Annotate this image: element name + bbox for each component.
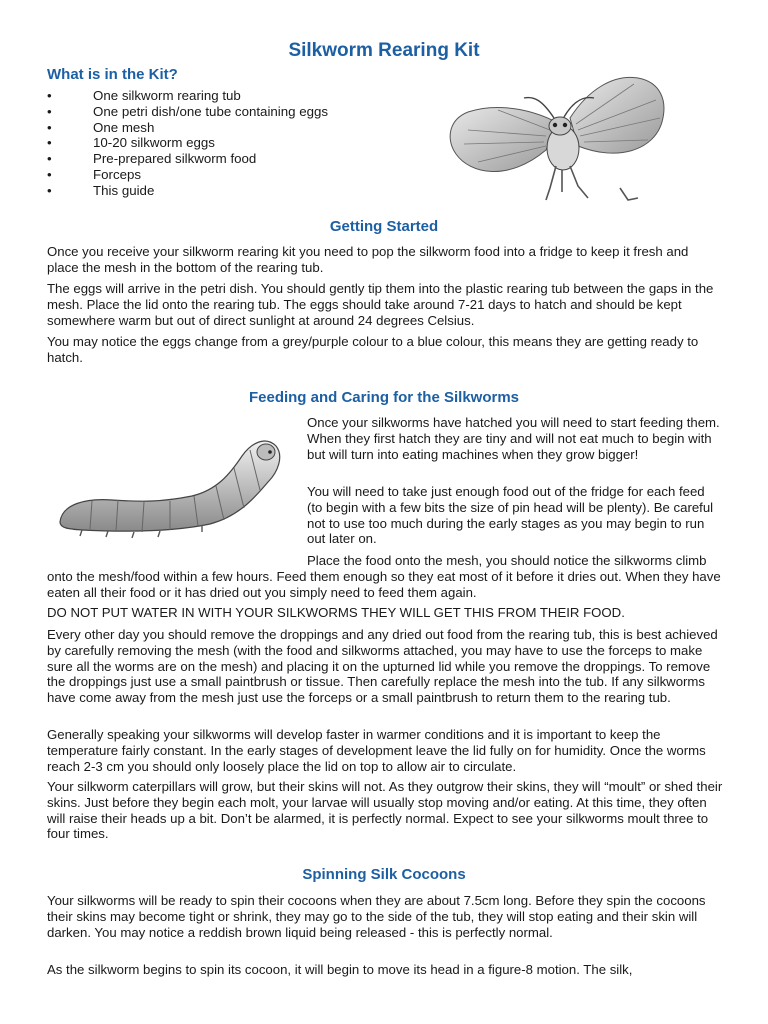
kit-item-label: Pre-prepared silkworm food bbox=[93, 151, 257, 167]
list-item bbox=[47, 135, 328, 151]
feeding-paragraph-7: Your silkworm caterpillars will grow, but their skins will not. As they outgrow their skins, they will “moult” or shed their skins. Just before they begin each molt, your larvae will usually stop moving and/or eating. At this time, they often will raise their heads up a bit. Don’t be alarmed, it is perfectly normal. Expect to see your silkworms moult three to four times. bbox=[47, 779, 723, 842]
silk-moth-icon bbox=[438, 70, 678, 210]
spinning-paragraph-2: As the silkworm begins to spin its cocoon, it will begin to move its head in a figure-8 motion. The silk, bbox=[47, 962, 633, 977]
bullet: • bbox=[47, 88, 52, 103]
getting-started-heading: Getting Started bbox=[329, 218, 439, 235]
list-item bbox=[47, 183, 328, 199]
getting-started-paragraph-1: Once you receive your silkworm rearing kit you need to pop the silkworm food into a fridge to keep it fresh and place the mesh in the bottom of the rearing tub. bbox=[47, 244, 689, 275]
kit-item-label: One silkworm rearing tub bbox=[93, 88, 241, 103]
bullet: • bbox=[47, 135, 52, 151]
bullet: • bbox=[47, 103, 52, 119]
getting-started-paragraph-2: The eggs will arrive in the petri dish. You should gently tip them into the plastic rearing tub between the gaps in the mesh. Place the lid onto the rearing tub. The eggs should take around 7-21 days to hatch and should be kept somewhere warm but out of direct sunlight at around 24 degrees Celsius. bbox=[47, 281, 714, 328]
getting-started-paragraph-3: You may notice the eggs change from a grey/purple colour to a blue colour, this means they are getting ready to hatch. bbox=[47, 334, 699, 365]
kit-item-label: One mesh bbox=[93, 119, 155, 135]
list-item bbox=[47, 104, 328, 120]
bullet: • bbox=[47, 182, 52, 198]
bullet: • bbox=[47, 166, 52, 182]
spinning-heading: Spinning Silk Cocoons bbox=[302, 866, 466, 883]
bullet: • bbox=[47, 119, 52, 135]
feeding-paragraph-1: Once your silkworms have hatched you will need to start feeding them. When they first hatch they are tiny and will not eat much to begin with but will turn into eating machines when they grow bigger! bbox=[307, 415, 720, 462]
spinning-paragraph-1: Your silkworms will be ready to spin their cocoons when they are about 7.5cm long. Before they spin the cocoons their skins may become tight or shrink, they may go to the side of the tub, they will stop eating and their skin will darken. You may notice a reddish brown liquid being released - this is perfectly normal. bbox=[47, 893, 706, 940]
feeding-paragraph-2: You will need to take just enough food out of the fridge for each feed (to begin with a few bits the size of pin head will be plenty). Be careful not to use too much during the early stages as you may begin to run out later on. bbox=[307, 484, 714, 547]
feeding-paragraph-6: Generally speaking your silkworms will develop faster in warmer conditions and it is important to keep the temperature fairly constant. In the early stages of development leave the lid fully on for humidity. Once the worms reach 2-3 cm you should only loosely place the lid on top to allow air to circulate. bbox=[47, 727, 706, 774]
list-item bbox=[47, 167, 328, 183]
bullet: • bbox=[47, 151, 52, 167]
feeding-warning: DO NOT PUT WATER IN WITH YOUR SILKWORMS THEY WILL GET THIS FROM THEIR FOOD. bbox=[47, 605, 625, 620]
feeding-paragraph-5: Every other day you should remove the droppings and any dried out food from the rearing tub, this is best achieved by carefully removing the mesh (with the food and silkworms attached, you may have to use the forceps to make sure all the worms are on the mesh) and placing it on the upturned lid while you remove the droppings. To remove the droppings just use a small paintbrush or tissue. Then carefully replace the mesh into the tub. If any silkworms have come away from the mesh just use the forceps or a small paintbrush to return them to the rearing tub. bbox=[47, 627, 718, 706]
kit-list bbox=[47, 88, 328, 199]
kit-item-label: This guide bbox=[93, 182, 155, 198]
kit-item-label: Forceps bbox=[93, 166, 142, 182]
list-item bbox=[47, 88, 328, 104]
page-title: Silkworm Rearing Kit bbox=[288, 40, 480, 61]
list-item bbox=[47, 151, 328, 167]
feeding-paragraph-3: Place the food onto the mesh, you should notice the silkworms climb onto the mesh/food within a few hours. Feed them enough so they eat most of it before it dries out. When they have eaten all their food or it has dried out you simply need to feed them again. bbox=[47, 553, 721, 600]
kit-item-label: 10-20 silkworm eggs bbox=[93, 135, 215, 151]
kit-item-label: One petri dish/one tube containing eggs bbox=[93, 103, 329, 119]
silkworm-caterpillar-icon bbox=[52, 428, 288, 538]
kit-heading: What is in the Kit? bbox=[47, 66, 178, 83]
list-item bbox=[47, 120, 328, 136]
feeding-heading: Feeding and Caring for the Silkworms bbox=[248, 389, 520, 406]
